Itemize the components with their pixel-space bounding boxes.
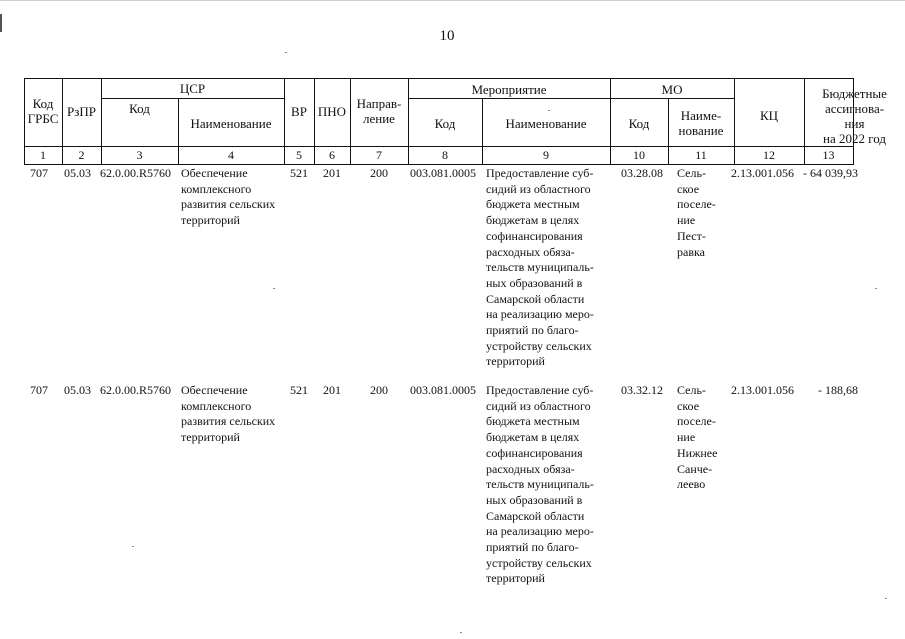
cell-csr-kod: 62.0.00.R5760 — [100, 166, 172, 180]
cell-csr-naim: Обеспечение комплексного развития сельских территорий — [181, 166, 276, 228]
meropr-mo-sub-rule — [408, 98, 734, 99]
column-number: 11 — [695, 148, 707, 162]
cell-pno: 201 — [323, 166, 341, 180]
cell-vr: 521 — [290, 383, 308, 397]
column-number: 5 — [296, 148, 302, 162]
header-meropr-naim: Наименование — [505, 116, 587, 131]
scan-speck — [273, 288, 275, 289]
header-rzpr: РзПР — [67, 104, 96, 119]
scan-speck — [285, 52, 287, 53]
header-csr-kod: Код — [129, 101, 150, 116]
column-number: 9 — [543, 148, 549, 162]
cell-kc: 2.13.001.056 — [731, 383, 794, 397]
cell-mo-naim: Сель- ское поселе- ние Нижнее Санче- леево — [677, 383, 718, 492]
scan-speck — [548, 110, 550, 111]
header-vr: ВР — [291, 104, 307, 119]
cell-vr: 521 — [290, 166, 308, 180]
cell-mo-kod: 03.28.08 — [621, 166, 663, 180]
csr-sub-rule — [101, 98, 284, 99]
scan-speck — [875, 288, 877, 289]
header-kc: КЦ — [759, 108, 779, 123]
header-mo-kod: Код — [628, 116, 650, 131]
column-number: 10 — [633, 148, 645, 162]
cell-rzpr: 05.03 — [64, 383, 91, 397]
cell-meropr-naim: Предоставление суб- сидий из областного бюджета местным бюджетам в целях софинансирования расходных обяза- тельств муниципаль- ных образований в Самарской области на реализацию меро- приятий по благо- устройству сельских территорий — [486, 166, 594, 369]
header-top-rule — [24, 78, 853, 79]
cell-meropr-kod: 003.081.0005 — [410, 383, 476, 397]
cell-kod-grbs: 707 — [30, 383, 48, 397]
cell-rzpr: 05.03 — [64, 166, 91, 180]
column-number: 3 — [136, 148, 143, 162]
cell-kc: 2.13.001.056 — [731, 166, 794, 180]
header-pno: ПНО — [317, 104, 347, 119]
page-number: 10 — [439, 28, 455, 44]
cell-pno: 201 — [323, 383, 341, 397]
cell-mo-naim: Сель- ское поселе- ние Пест- равка — [677, 166, 716, 259]
header-bottom-rule — [24, 146, 853, 147]
header-csr: ЦСР — [179, 81, 206, 96]
column-number: 12 — [763, 148, 775, 162]
scan-speck — [132, 546, 134, 547]
scan-speck — [460, 632, 462, 633]
header-meropr: Мероприятие — [471, 82, 547, 97]
header-mo-naim: Наиме- нование — [678, 108, 724, 138]
header-napr: Направ- ление — [356, 96, 402, 126]
header-budget: Бюджетные ассигнова- ния на 2022 год — [822, 86, 887, 146]
header-meropr-kod: Код — [434, 116, 456, 131]
column-number: 13 — [822, 148, 835, 162]
cell-amount: - 188,68 — [818, 383, 858, 397]
header-csr-naim: Наименование — [190, 116, 272, 131]
header-mo: МО — [661, 82, 683, 97]
table-header — [0, 0, 905, 165]
cell-mo-kod: 03.32.12 — [621, 383, 663, 397]
column-number: 6 — [329, 148, 335, 162]
column-number: 2 — [78, 148, 85, 162]
cell-meropr-naim: Предоставление суб- сидий из областного бюджета местным бюджетам в целях софинансирования расходных обяза- тельств муниципаль- ных образований в Самарской области на реализацию меро- приятий по благо- устройству сельских территорий — [486, 383, 594, 586]
column-number: 7 — [376, 148, 382, 162]
cell-kod-grbs: 707 — [30, 166, 48, 180]
cell-napr: 200 — [370, 166, 388, 180]
column-number: 8 — [442, 148, 448, 162]
column-number: 1 — [40, 148, 46, 162]
scan-speck — [885, 598, 887, 599]
column-number: 4 — [228, 148, 234, 162]
cell-csr-naim: Обеспечение комплексного развития сельских территорий — [181, 383, 276, 445]
cell-csr-kod: 62.0.00.R5760 — [100, 383, 172, 397]
header-kod-grbs: Код ГРБС — [27, 96, 59, 126]
cell-napr: 200 — [370, 383, 388, 397]
cell-amount: - 64 039,93 — [803, 166, 858, 180]
numbers-bottom-rule — [24, 164, 853, 165]
cell-meropr-kod: 003.081.0005 — [410, 166, 476, 180]
